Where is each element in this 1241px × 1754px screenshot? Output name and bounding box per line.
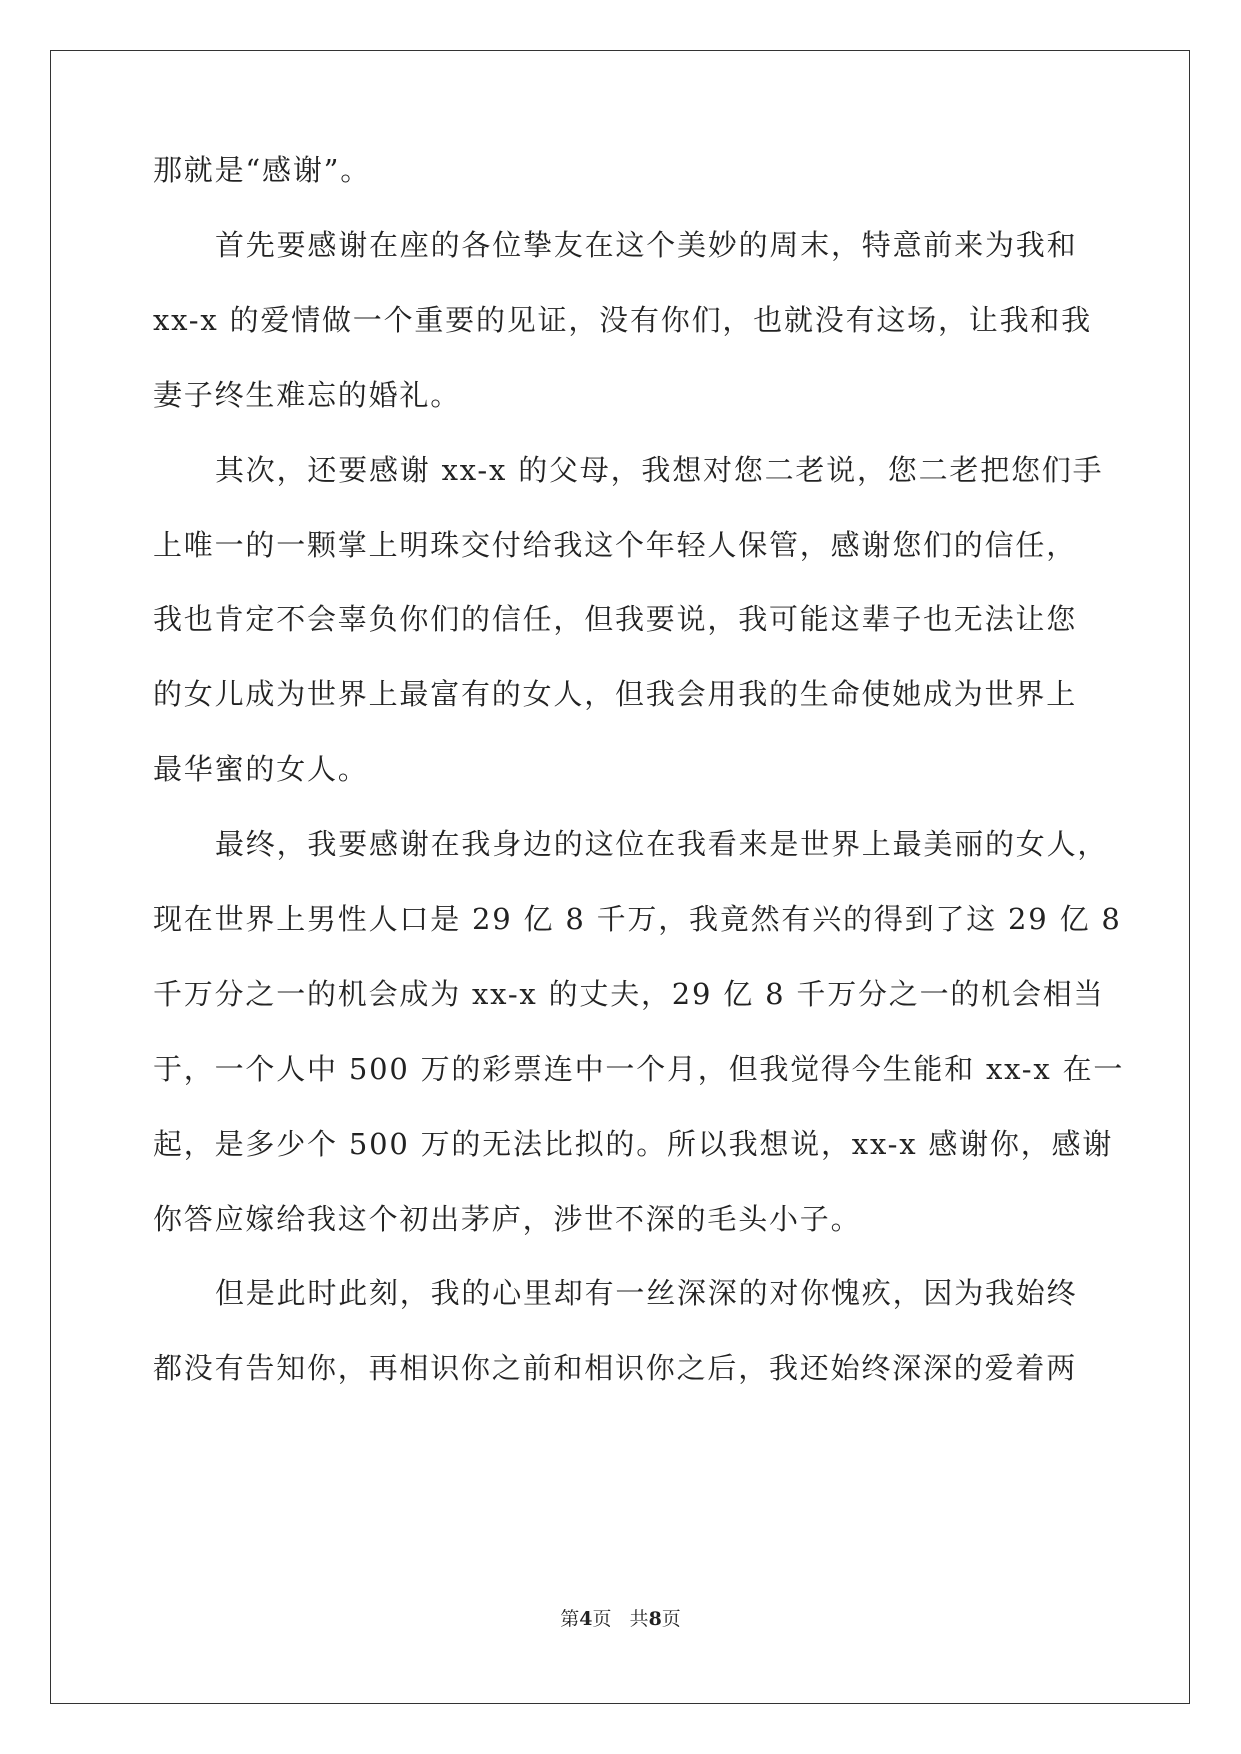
paragraph-start-line: 但是此时此刻，我的心里却有一丝深深的对你愧疚，因为我始终 <box>215 1276 1078 1310</box>
text-line: 于，一个人中 500 万的彩票连中一个月，但我觉得今生能和 xx-x 在一 <box>153 1052 1125 1086</box>
text-line: 我也肯定不会辜负你们的信任，但我要说，我可能这辈子也无法让您 <box>153 602 1078 636</box>
paragraph-start-line: 最终，我要感谢在我身边的这位在我看来是世界上最美丽的女人， <box>215 827 1109 861</box>
text-line: 千万分之一的机会成为 xx-x 的丈夫，29 亿 8 千万分之一的机会相当 <box>153 977 1105 1011</box>
page-prefix: 第 <box>560 1608 580 1630</box>
text-line: 最华蜜的女人。 <box>153 752 369 786</box>
text-line: 上唯一的一颗掌上明珠交付给我这个年轻人保管，感谢您们的信任， <box>153 528 1078 562</box>
text-line: 你答应嫁给我这个初出茅庐，涉世不深的毛头小子。 <box>153 1202 862 1236</box>
page-suffix: 页 <box>661 1608 681 1630</box>
current-page-number: 4 <box>579 1608 593 1630</box>
text-line: 现在世界上男性人口是 29 亿 8 千万，我竟然有兴的得到了这 29 亿 8 <box>153 902 1122 936</box>
page-number-footer <box>0 1607 1241 1631</box>
text-line: 的女儿成为世界上最富有的女人，但我会用我的生命使她成为世界上 <box>153 677 1078 711</box>
paragraph-start-line: 首先要感谢在座的各位挚友在这个美妙的周末，特意前来为我和 <box>215 228 1078 262</box>
page-border <box>50 50 1190 1704</box>
text-line: 起，是多少个 500 万的无法比拟的。所以我想说，xx-x 感谢你，感谢 <box>153 1127 1114 1161</box>
page-mid: 页 共 <box>592 1608 649 1630</box>
total-page-number: 8 <box>648 1608 662 1630</box>
paragraph-start-line: 其次，还要感谢 xx-x 的父母，我想对您二老说，您二老把您们手 <box>215 453 1104 487</box>
text-line: 妻子终生难忘的婚礼。 <box>153 378 462 412</box>
text-line: 那就是“感谢”。 <box>153 153 372 187</box>
text-line: xx-x 的爱情做一个重要的见证，没有你们，也就没有这场，让我和我 <box>153 303 1092 337</box>
text-line: 都没有告知你，再相识你之前和相识你之后，我还始终深深的爱着两 <box>153 1351 1078 1385</box>
